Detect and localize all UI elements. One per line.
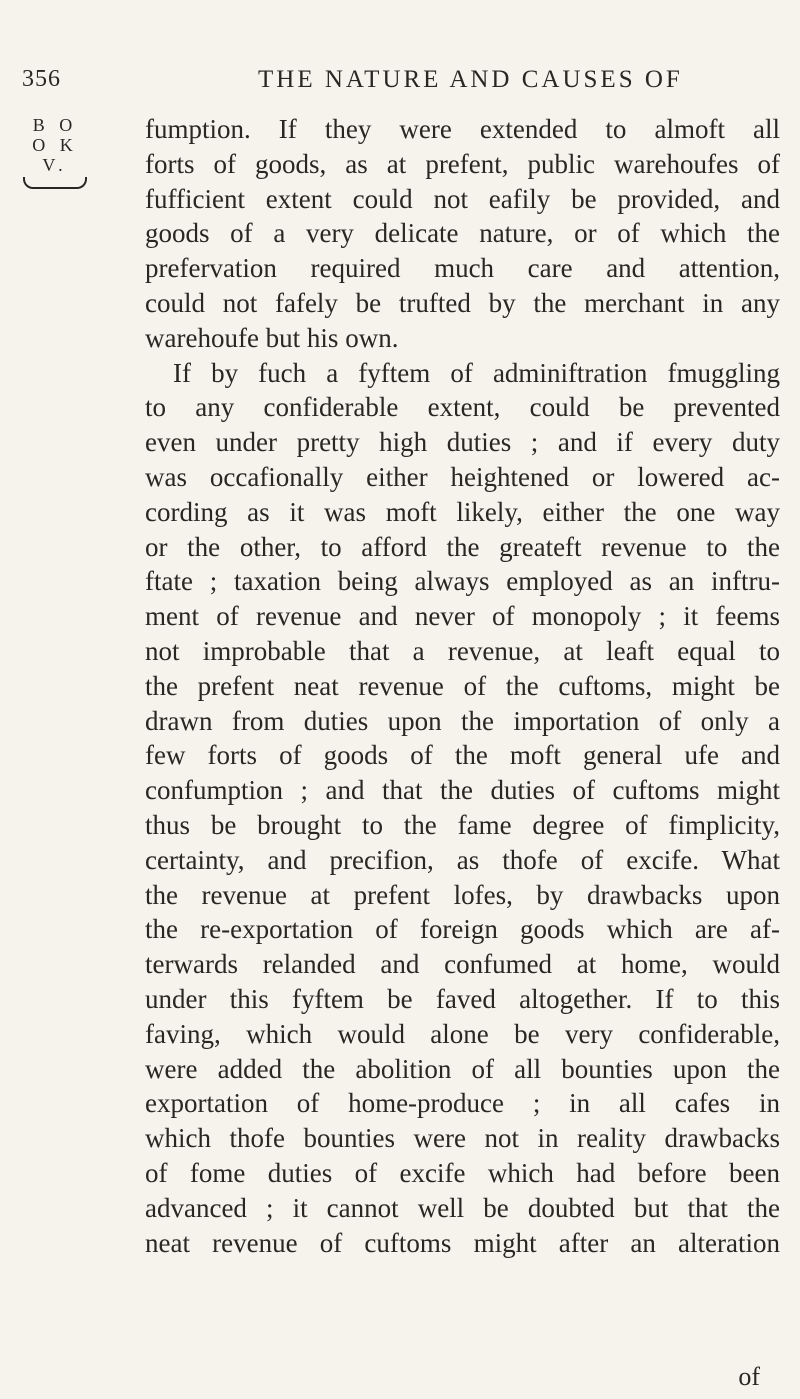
- text-line: confumption ; and that the duties of cuftoms might: [145, 775, 780, 806]
- text-line: which thofe bounties were not in reality drawbacks: [145, 1123, 780, 1154]
- text-line: the prefent neat revenue of the cuftoms, might be: [145, 670, 780, 701]
- text-line: even under pretty high duties ; and if every duty: [145, 427, 780, 458]
- text-line: or the other, to afford the greateft revenue to the: [145, 531, 780, 562]
- text-line: exportation of home-produce ; in all cafes in: [145, 1088, 780, 1119]
- text-line: few forts of goods of the moft general ufe and: [145, 740, 780, 771]
- text-line: fufficient extent could not eafily be provided, and: [145, 183, 780, 214]
- page-header: [22, 66, 782, 100]
- body-text: [145, 112, 780, 1260]
- text-line: goods of a very delicate nature, or of which the: [145, 218, 780, 249]
- text-line: was occafionally either heightened or lowered ac-: [145, 461, 780, 492]
- book-label: B O O K: [32, 115, 78, 155]
- text-line: to any confiderable extent, could be prevented: [145, 392, 780, 423]
- text-line: prefervation required much care and attention,: [145, 253, 780, 284]
- text-line: were added the abolition of all bounties upon the: [145, 1053, 780, 1084]
- running-title: THE NATURE AND CAUSES OF: [258, 66, 683, 93]
- text-line: under this fyftem be faved altogether. If to this: [145, 983, 780, 1014]
- text-line: forts of goods, as at prefent, public warehoufes of: [145, 148, 780, 179]
- text-line: ftate ; taxation being always employed as an inftru-: [145, 566, 780, 597]
- text-line: terwards relanded and confumed at home, would: [145, 949, 780, 980]
- catchword: of: [738, 1362, 760, 1391]
- text-line: could not fafely be trufted by the merchant in any: [145, 287, 780, 318]
- text-line: not improbable that a revenue, at leaft equal to: [145, 635, 780, 666]
- margin-note: [20, 115, 90, 189]
- text-line: drawn from duties upon the importation of only a: [145, 705, 780, 736]
- text-line: the re-exportation of foreign goods which are af-: [145, 914, 780, 945]
- text-line: ment of revenue and never of monopoly ; it feems: [145, 601, 780, 632]
- text-line: If by fuch a fyftem of adminiftration fmuggling: [173, 357, 780, 388]
- text-line: neat revenue of cuftoms might after an alteration: [145, 1227, 780, 1258]
- margin-bracket-ornament: [23, 177, 87, 189]
- text-line: fumption. If they were extended to almoft all: [145, 114, 780, 144]
- text-line: thus be brought to the fame degree of fimplicity,: [145, 809, 780, 840]
- text-line: advanced ; it cannot well be doubted but that the: [145, 1192, 780, 1223]
- text-line: faving, which would alone be very confiderable,: [145, 1018, 780, 1049]
- text-line: of fome duties of excife which had before been: [145, 1157, 780, 1188]
- text-line: warehoufe but his own.: [145, 322, 399, 353]
- page-number: 356: [22, 66, 61, 92]
- book-number: V.: [42, 155, 68, 175]
- text-line: certainty, and precifion, as thofe of excife. What: [145, 844, 780, 875]
- text-line: cording as it was moft likely, either the one way: [145, 496, 780, 527]
- text-line: the revenue at prefent lofes, by drawbacks upon: [145, 879, 780, 910]
